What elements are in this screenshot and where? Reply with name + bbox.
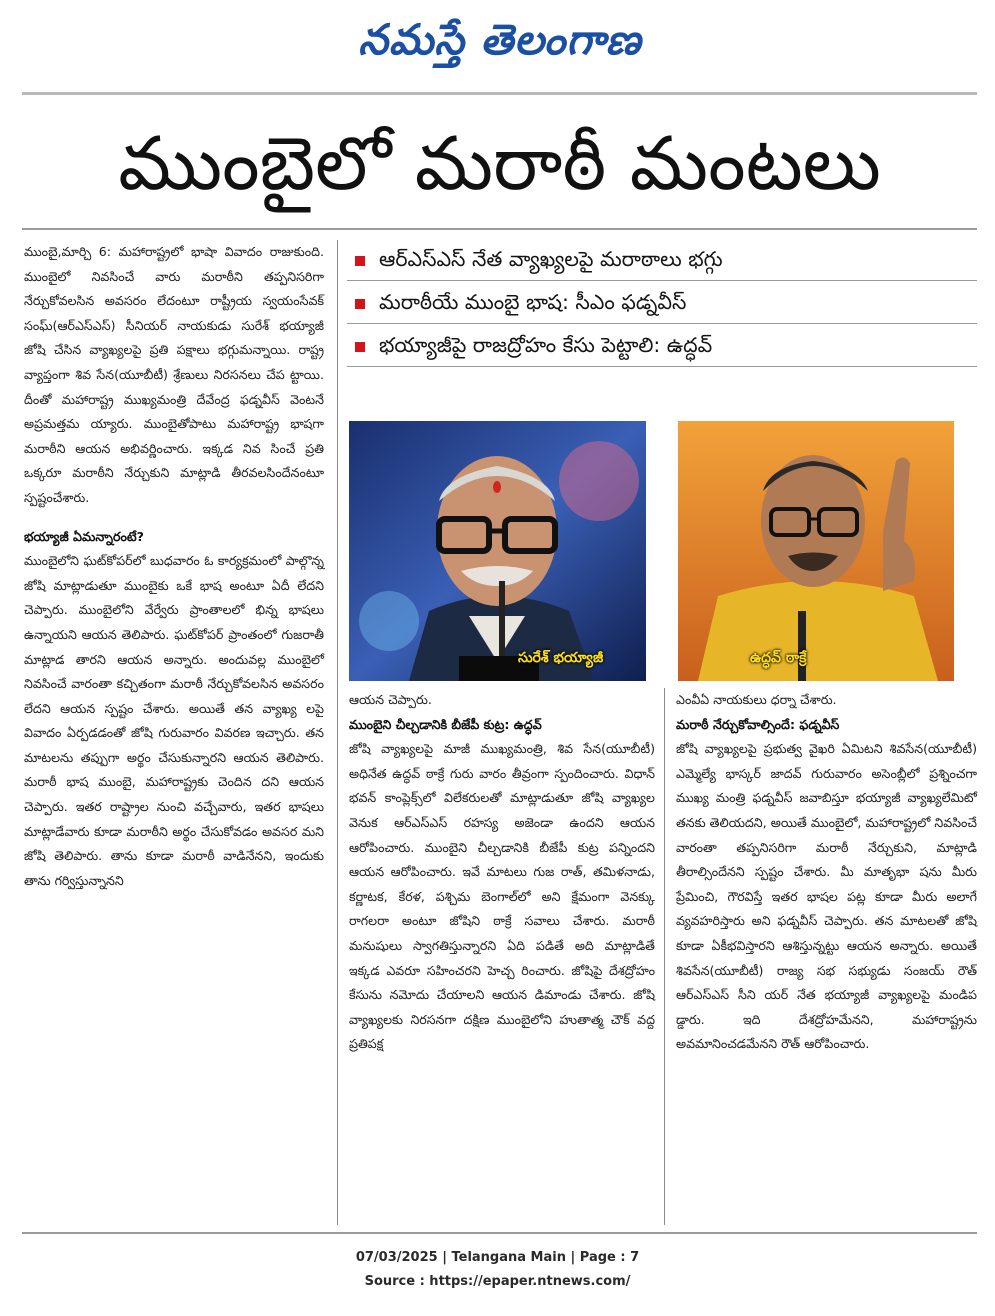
footer-source-link[interactable]: Source : https://epaper.ntnews.com/ <box>364 1274 631 1289</box>
subhead-text: మరాఠీయే ముంబై భాష: సీఎం ఫడ్నవీస్ <box>379 289 687 314</box>
subhead-text: భయ్యాజీపై రాజద్రోహం కేసు పెట్టాలి: ఉద్ధవ్ <box>379 332 713 357</box>
page-headline: ముంబైలో మరాఠీ మంటలు <box>118 121 881 207</box>
subhead-item <box>347 242 977 281</box>
body-paragraph: ముంబైలోని ఘట్‌కోపర్‌లో బుధవారం ఓ కార్యక్రమంలో పాల్గొన్న జోషి మాట్లాడుతూ ముంబైకు ఒకే భాష అంటూ ఏదీ లేదని చెప్పారు. ముంబైలోని వేర్వేరు ప్రాంతాలలో భిన్న భాషలు ఉన్నాయని ఆయన తెలిపారు. ఘట్‌కోపర్ ప్రాంతంలో గుజరాతీ మాట్లాడ తారని ఆయన అన్నారు. అందువల్ల ముంబైలో నివసించే వారంతా కచ్చితంగా మరాఠీ నేర్చుకోవలసిన అవసరం లేదని ఆయన స్పష్టం చేశారు. అయితే తన వ్యాఖ్య లపై వివాదం ఏర్పడడంతో జోషి గురువారం వివరణ ఇచ్చారు. తన మాటలను తప్పుగా అర్థం చేసుకున్నారని ఆయన తెలిపారు. మరాఠీ భాష ముంబై, మహారాష్ట్రకు చెందిన దని ఆయన చెప్పారు. ఇతర రాష్ట్రాల నుంచి వచ్చేవారు, ఇతర భాషలు మాట్లాడేవారు కూడా మరాఠీని అర్థం చేసుకోవడం అవసర మని జోషి తెలిపారు. తాను కూడా మరాఠీ వాడినేనని, ఇందుకు తాను గర్విస్తున్నానని <box>24 553 324 888</box>
photo-caption-uddhav: ఉద్ధవ్ ఠాక్రే <box>750 650 807 666</box>
subhead-text: ఆర్‌ఎస్‌ఎస్ నేత వ్యాఖ్యలపై మరాఠాలు భగ్గు <box>379 246 723 271</box>
article-column-1 <box>24 240 324 893</box>
subhead-list <box>347 242 977 371</box>
column-divider-2 <box>664 688 665 1225</box>
red-square-bullet-icon <box>355 299 365 309</box>
section-title-fadnavis: మరాఠీ నేర్చుకోవాల్సిందే: ఫడ్నవీస్ <box>676 716 840 732</box>
continuation-text: ఎంవీఏ నాయకులు ధర్నా చేశారు. <box>676 692 837 707</box>
column-divider-1 <box>337 240 338 1225</box>
lead-paragraph: ముంబై,మార్చి 6: మహారాష్ట్రలో భాషా వివాదం రాజుకుంది. ముంబైలో నివసించే వారు మరాఠీని తప్పనిసరిగా నేర్చుకోవలసిన అవసరం లేదంటూ రాష్ట్రీయ స్వయంసేవక్ సంఘ్(ఆర్‌ఎస్‌ఎస్) సీనియర్ నాయకుడు సురేశ్ భయ్యాజీ జోషి చేసిన వ్యాఖ్యలపై ప్రతి పక్షాలు భగ్గుమన్నాయి. రాష్ట్ర వ్యాప్తంగా శివ సేన(యూబీటీ) శ్రేణులు నిరసనలు చేప ట్టాయి. దీంతో మహారాష్ట్ర ముఖ్యమంత్రి దేవేంద్ర ఫడ్నవీస్ వెంటనే అప్రమత్తమ య్యారు. ముంబైతోపాటు మహారాష్ట్ర భాషగా మరాఠీని ఆయన అభివర్ణించారు. ఇక్కడ నివ సించే ప్రతి ఒక్కరూ మరాఠీని నేర్చుకుని మాట్లాడి తీరవలసిందేనంటూ స్పష్టంచేశారు. <box>24 244 324 505</box>
article-column-2 <box>349 688 655 1057</box>
subhead-item <box>347 285 977 324</box>
section-title-bhayyaji: భయ్యాజీ ఏమన్నారంటే? <box>24 528 144 544</box>
subhead-item <box>347 328 977 367</box>
red-square-bullet-icon <box>355 256 365 266</box>
masthead-logo: నమస్తే తెలంగాణ <box>358 15 642 64</box>
headline-divider <box>22 228 977 230</box>
photo-caption-suresh: సురేశ్ భయ్యాజీ <box>518 650 604 666</box>
body-paragraph: జోషి వ్యాఖ్యలపై ప్రభుత్వ వైఖరి ఏమిటని శివసేన(యూబీటీ) ఎమ్మెల్యే భాస్కర్ జాదవ్ గురువారం అసెంబ్లీలో ప్రశ్నించగా ముఖ్య మంత్రి ఫడ్నవీస్ జవాబిస్తూ భయ్యాజీ వ్యాఖ్యలేమిటో తనకు తెలియదని, అయితే ముంబైలో, మహారాష్ట్రలో నివసించే వారంతా తప్పనిసరిగా మరాఠీ నేర్చుకుని, మాట్లాడి తీరాల్సిందేనని స్పష్టం చేశారు. మీ మాతృభా షను మీరు ప్రేమించి, గౌరవిస్తే ఇతర భాషల పట్ల కూడా మీరు అలాగే వ్యవహరిస్తారు అని ఫడ్నవీస్ చెప్పారు. తన మాటలతో జోషి కూడా ఏకీభవిస్తారని ఆశిస్తున్నట్టు ఆయన అన్నారు. అయితే శివసేన(యూబీటీ) రాజ్య సభ సభ్యుడు సంజయ్ రౌత్ ఆర్‌ఎస్‌ఎస్ సీని యర్ నేత భయ్యాజీ వ్యాఖ్యలపై మండిప డ్డారు. ఇది దేశద్రోహమేనని, మహారాష్ట్రను అవమానించడమేనని రౌత్ ఆరోపించారు. <box>676 741 977 1052</box>
photo-suresh-bhaiyyaji <box>349 421 646 681</box>
masthead-divider <box>22 92 977 95</box>
red-square-bullet-icon <box>355 342 365 352</box>
continuation-text: ఆయన చెప్పారు. <box>349 692 432 707</box>
portrait-illustration <box>678 421 954 681</box>
portrait-illustration <box>349 421 646 681</box>
body-paragraph: జోషి వ్యాఖ్యలపై మాజీ ముఖ్యమంత్రి, శివ సేన(యూబీటీ) అధినేత ఉద్ధవ్ ఠాక్రే గురు వారం తీవ్రంగా స్పందించారు. విధాన్ భవన్ కాంప్లెక్స్‌లో విలేకరులతో మాట్లాడుతూ జోషి వ్యాఖ్యల వెనుక ఆర్‌ఎస్‌ఎస్ రహస్య అజెండా ఉందని ఆయన ఆరోపించారు. ముంబైని చీల్చడానికి బీజేపీ కుట్ర పన్నిందని ఆయన ఆరోపించారు. ఇవే మాటలు గుజ రాత్, తమిళనాడు, కర్ణాటక, కేరళ, పశ్చిమ బెంగాల్‌లో అని క్షేమంగా వెనక్కు రాగలరా అంటూ జోషిని ఠాక్రే సవాలు చేశారు. మరాఠీ మనుషులు స్వాగతిస్తున్నారని ఏది పడితే అది మాట్లాడితే ఇక్కడ ఎవరూ సహించరని హెచ్చ రించారు. జోషిపై దేశద్రోహం కేసును నమోదు చేయాలని ఆయన డిమాండు చేశారు. జోషి వ్యాఖ్యలకు నిరసనగా దక్షిణ ముంబైలోని హుతాత్మ చౌక్ వద్ద ప్రతిపక్ష <box>349 741 655 1052</box>
article-column-3 <box>676 688 977 1057</box>
photo-uddhav-thackeray <box>678 421 954 681</box>
footer-edition-info: 07/03/2025 | Telangana Main | Page : 7 <box>355 1250 640 1265</box>
section-title-uddhav: ముంబైని చీల్చడానికి బీజేపీ కుట్ర: ఉద్ధవ్ <box>349 716 542 732</box>
footer-divider <box>22 1232 977 1234</box>
